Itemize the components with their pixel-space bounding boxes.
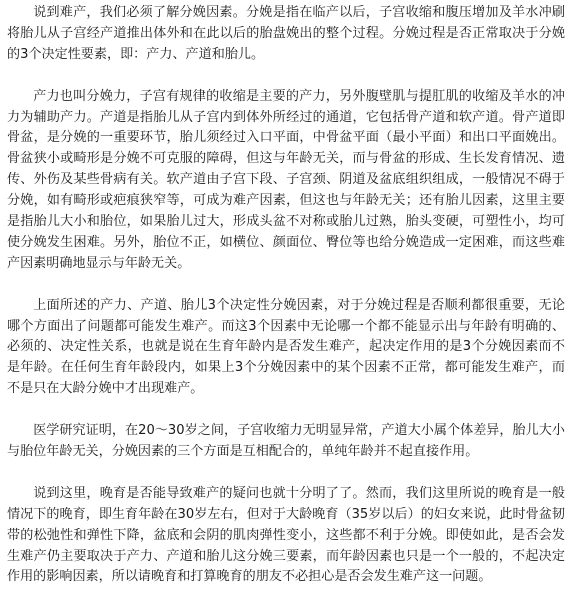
paragraph-4: 医学研究证明，在20～30岁之间，子宫收缩力无明显异常，产道大小属个体差异，胎儿大小与胎位年龄无关，分娩因素的三个方面是互相配合的，单纯年龄并不起直接作用。: [7, 423, 565, 459]
paragraph-3: 上面所述的产力、产道、胎儿3个决定性分娩因素，对于分娩过程是否顺利都很重要，无论哪个方面出了问题都可能发生难产。而这3个因素中无论哪一个都不能显示出与年龄有明确的、必须的、决定性关系，也就是说在生育年龄内是否发生难产，起决定作用的是3个分娩因素而不是年龄。在任何生育年龄段内，如果上3个分娩因素中的某个因素不正常，都可能发生难产，而不是只在大龄分娩中才出现难产。: [7, 297, 565, 397]
paragraph-1: 说到难产，我们必须了解分娩因素。分娩是指在临产以后，子宫收缩和腹压增加及羊水冲刷将胎儿从子宫经产道推出体外和在此以后的胎盘娩出的整个过程。分娩过程是否正常取决于分娩的3个决定性要素，即：产力、产道和胎儿。: [7, 5, 565, 62]
paragraph-2: 产力也叫分娩力，子宫有规律的收缩是主要的产力，另外腹壁肌与提肛肌的收缩及羊水的冲力为辅助产力。产道是指胎儿从子宫内到体外所经过的通道，它包括骨产道和软产道。骨产道即骨盆，是分娩的一重要环节，胎儿须经过入口平面，中骨盆平面（最小平面）和出口平面娩出。骨盆狭小或畸形是分娩不可克服的障碍，但这与年龄无关，而与骨盆的形成、生长发育情况、遗传、外伤及某些骨病有关。软产道由子宫下段、子宫颈、阴道及盆底组织组成，一般情况不碍于分娩，如有畸形或疤痕狭窄等，可成为难产因素，但这也与年龄无关；还有胎儿因素，这里主要是指胎儿大小和胎位，如果胎儿过大，形成头盆不对称或胎儿过熟，胎头变硬，可塑性小，均可使分娩发生困难。另外，胎位不正，如横位、颜面位、臀位等也给分娩造成一定困难，而这些难产因素明确地显示与年龄无关。: [7, 88, 565, 271]
article-body: [7, 3, 565, 588]
paragraph-5: 说到这里，晚育是否能导致难产的疑问也就十分明了了。然而，我们这里所说的晚育是一般情况下的晚育，即生育年龄在30岁左右，但对于大龄晚育（35岁以后）的妇女来说，此时骨盆韧带的松弛性和弹性下降，盆底和会阴的肌肉弹性变小，这些都不利于分娩。即使如此，是否会发生难产仍主要取决于产力、产道和胎儿这分娩三要素，而年龄因素也只是一个一般的，不起决定作用的影响因素，所以请晚育和打算晚育的朋友不必担心是否会发生难产这一问题。: [7, 485, 565, 585]
